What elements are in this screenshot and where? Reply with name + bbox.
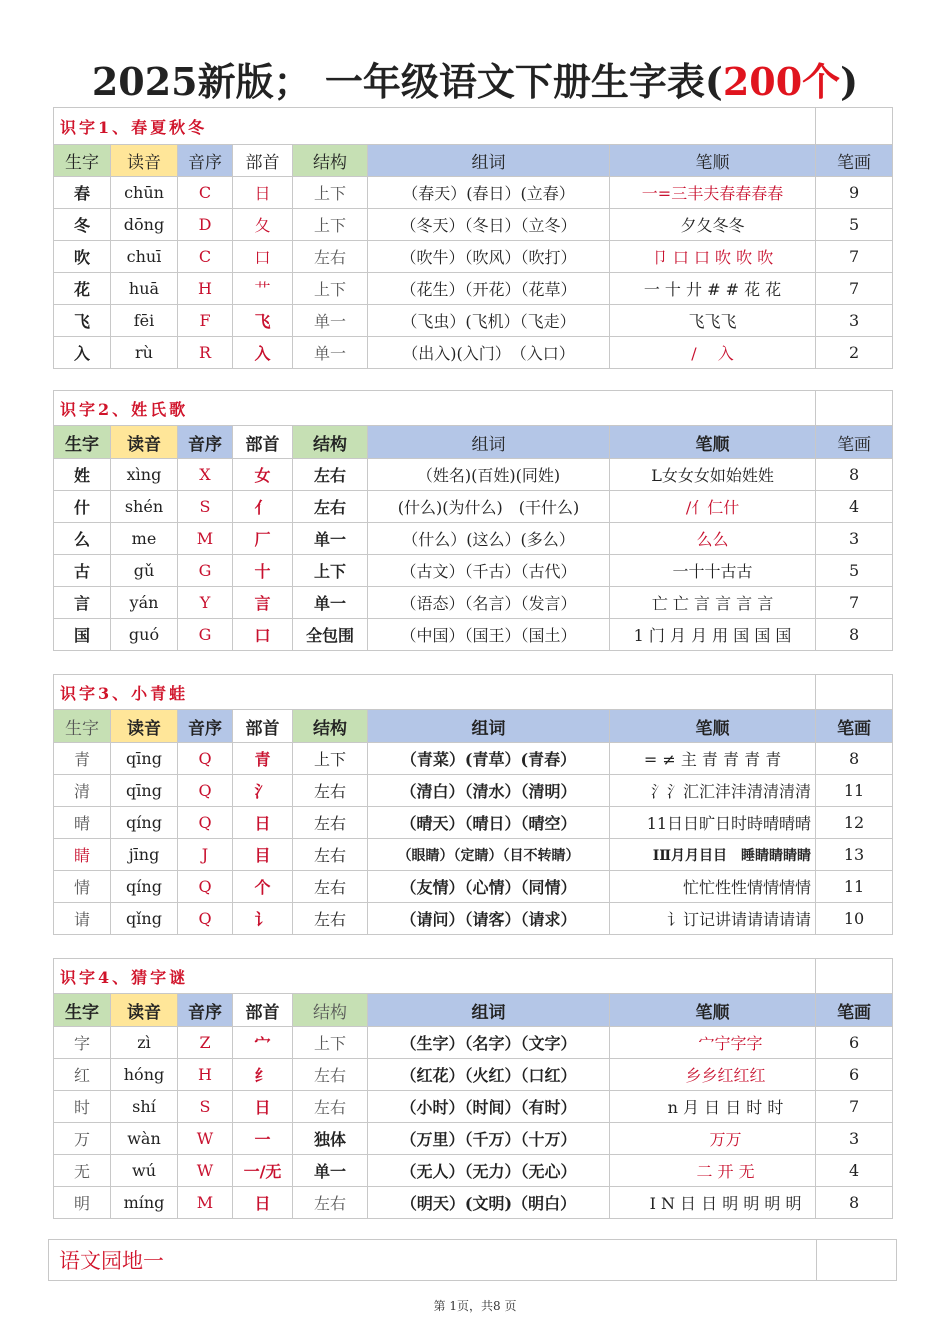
- table-cell: 飞: [54, 305, 111, 337]
- table-cell: qīng: [111, 775, 178, 807]
- table-cell: 7: [816, 273, 893, 305]
- table-cell: 5: [816, 209, 893, 241]
- table-cell: 单一: [293, 523, 368, 555]
- section-1: [53, 107, 892, 369]
- table-cell: qīng: [111, 743, 178, 775]
- table-cell: 花: [54, 273, 111, 305]
- table-cell: 晴: [54, 807, 111, 839]
- table-cell: 笔顺: [610, 994, 816, 1027]
- table-row: [54, 337, 893, 369]
- section-title: 识字4、猜字谜: [54, 959, 816, 994]
- table-cell: [816, 675, 893, 710]
- table-row: [54, 903, 893, 935]
- table-cell: 夕夂冬冬: [610, 209, 816, 241]
- table-cell: 4: [816, 491, 893, 523]
- table-cell: （请问）（请客）（请求）: [368, 903, 610, 935]
- table-cell: 一=三丰夫春春春春: [610, 177, 816, 209]
- table-cell: 左右: [293, 807, 368, 839]
- col-pinyin: 读音: [111, 145, 178, 177]
- table-cell: （吹牛）（吹风）（吹打）: [368, 241, 610, 273]
- table-cell: [817, 1240, 897, 1281]
- table-cell: S: [178, 491, 233, 523]
- table-cell: [816, 959, 893, 994]
- table-cell: 单一: [293, 305, 368, 337]
- table-row: [54, 1091, 893, 1123]
- table-cell: 纟: [233, 1059, 293, 1091]
- table-cell: 吹: [54, 241, 111, 273]
- table-cell: 独体: [293, 1123, 368, 1155]
- table-cell: 讠订记讲请请请请请: [610, 903, 816, 935]
- table-cell: H: [178, 1059, 233, 1091]
- table-cell: H: [178, 273, 233, 305]
- table-cell: 8: [816, 619, 893, 651]
- table-cell: Q: [178, 775, 233, 807]
- col-words: 组词: [368, 145, 610, 177]
- table-cell: （清白）（清水）（清明）: [368, 775, 610, 807]
- section-title: 识字2、姓氏歌: [54, 391, 816, 426]
- table-cell: 结构: [293, 710, 368, 743]
- table-cell: 笔画: [816, 994, 893, 1027]
- table-cell: 卩 口 口 吹 吹 吹: [610, 241, 816, 273]
- section-4: [53, 958, 892, 1219]
- table-cell: （生字）（名字）（文字）: [368, 1027, 610, 1059]
- table-cell: X: [178, 459, 233, 491]
- table-cell: 左右: [293, 903, 368, 935]
- table-row: [54, 555, 893, 587]
- table-cell: 青: [54, 743, 111, 775]
- section-garden: [48, 1239, 896, 1277]
- table-cell: 时: [54, 1091, 111, 1123]
- table-cell: 讠: [233, 903, 293, 935]
- table-cell: 13: [816, 839, 893, 871]
- table-cell: [816, 108, 893, 145]
- table-row: [54, 619, 893, 651]
- table-cell: hóng: [111, 1059, 178, 1091]
- table-cell: 1 门 月 月 用 国 国 国: [610, 619, 816, 651]
- table-cell: míng: [111, 1187, 178, 1219]
- table-cell: rù: [111, 337, 178, 369]
- page-title: 2025新版； 一年级语文下册生字表(200个): [91, 59, 859, 104]
- table-cell: 笔画: [816, 426, 893, 459]
- table-cell: / 入: [610, 337, 816, 369]
- table-cell: 11: [816, 871, 893, 903]
- table-row: [54, 459, 893, 491]
- table-cell: （什么）(这么）(多么）: [368, 523, 610, 555]
- table-cell: G: [178, 619, 233, 651]
- table-cell: 单一: [293, 1155, 368, 1187]
- table-cell: 8: [816, 1187, 893, 1219]
- table-cell: shén: [111, 491, 178, 523]
- table-cell: 字: [54, 1027, 111, 1059]
- table-cell: 上下: [293, 743, 368, 775]
- table-cell: wú: [111, 1155, 178, 1187]
- table-cell: 万: [54, 1123, 111, 1155]
- table-cell: C: [178, 177, 233, 209]
- table-cell: /亻仁什: [610, 491, 816, 523]
- table-cell: L女女女如始姓姓: [610, 459, 816, 491]
- table-cell: Z: [178, 1027, 233, 1059]
- table-cell: 笔顺: [610, 710, 816, 743]
- table-cell: 读音: [111, 710, 178, 743]
- table-cell: wàn: [111, 1123, 178, 1155]
- table-cell: 古: [54, 555, 111, 587]
- table-cell: Q: [178, 807, 233, 839]
- table-cell: Q: [178, 903, 233, 935]
- table-cell: qíng: [111, 807, 178, 839]
- section-2: [53, 390, 892, 651]
- table-cell: （红花）（火红）（口红）: [368, 1059, 610, 1091]
- table-cell: 11日日旷日时時晴晴晴: [610, 807, 816, 839]
- table-row: [54, 1123, 893, 1155]
- table-cell: 夂: [233, 209, 293, 241]
- table-cell: 8: [816, 743, 893, 775]
- table-cell: 上下: [293, 1027, 368, 1059]
- table-cell: 7: [816, 1091, 893, 1123]
- table-cell: 3: [816, 523, 893, 555]
- table-row: [54, 209, 893, 241]
- table-cell: （古文）（千古）（古代）: [368, 555, 610, 587]
- table-header: [54, 426, 893, 459]
- table-cell: 单一: [293, 587, 368, 619]
- table-cell: 组词: [368, 994, 610, 1027]
- table-cell: = ≠ 主 青 青 青 青: [610, 743, 816, 775]
- table-row: [54, 743, 893, 775]
- table-row: [54, 491, 893, 523]
- table-cell: 宀宁字字: [610, 1027, 816, 1059]
- table-cell: 一: [233, 1123, 293, 1155]
- table-cell: 春: [54, 177, 111, 209]
- table-cell: fēi: [111, 305, 178, 337]
- table-cell: 8: [816, 459, 893, 491]
- table-cell: G: [178, 555, 233, 587]
- table-cell: 飞飞飞: [610, 305, 816, 337]
- table-cell: 日: [233, 1091, 293, 1123]
- table-cell: 生字: [54, 710, 111, 743]
- col-strokes: 笔顺: [610, 145, 816, 177]
- table-cell: 一十十古古: [610, 555, 816, 587]
- table-cell: 左右: [293, 1091, 368, 1123]
- table-cell: yán: [111, 587, 178, 619]
- table-cell: 左右: [293, 775, 368, 807]
- table-cell: C: [178, 241, 233, 273]
- table-cell: 5: [816, 555, 893, 587]
- table-cell: 11: [816, 775, 893, 807]
- table-cell: 红: [54, 1059, 111, 1091]
- table-cell: 日: [233, 177, 293, 209]
- table-cell: 亡 亡 言 言 言 言: [610, 587, 816, 619]
- table-cell: qíng: [111, 871, 178, 903]
- table-cell: 单一: [293, 337, 368, 369]
- table-row: [54, 871, 893, 903]
- table-cell: 国: [54, 619, 111, 651]
- table-cell: 音序: [178, 994, 233, 1027]
- table-cell: 上下: [293, 177, 368, 209]
- table-cell: 7: [816, 241, 893, 273]
- col-seq: 音序: [178, 145, 233, 177]
- table-cell: 氵: [233, 775, 293, 807]
- table-cell: （花生）（开花）（花草）: [368, 273, 610, 305]
- table-cell: 清: [54, 775, 111, 807]
- table-cell: 口: [233, 619, 293, 651]
- table-cell: 7: [816, 587, 893, 619]
- table-cell: 么: [54, 523, 111, 555]
- table-cell: 二 开 无: [610, 1155, 816, 1187]
- table-row: [54, 587, 893, 619]
- table-cell: （晴天）（晴日）（晴空）: [368, 807, 610, 839]
- table-cell: 4: [816, 1155, 893, 1187]
- table-cell: 结构: [293, 426, 368, 459]
- table-cell: [816, 391, 893, 426]
- col-radical: 部首: [233, 145, 293, 177]
- table-cell: J: [178, 839, 233, 871]
- table-cell: me: [111, 523, 178, 555]
- table-cell: 姓: [54, 459, 111, 491]
- table-cell: 笔顺: [610, 426, 816, 459]
- table-cell: D: [178, 209, 233, 241]
- table-cell: 3: [816, 305, 893, 337]
- table-cell: 艹: [233, 273, 293, 305]
- table-cell: Q: [178, 743, 233, 775]
- table-cell: dōng: [111, 209, 178, 241]
- table-cell: 么么: [610, 523, 816, 555]
- table-cell: （语态）（名言）（发言）: [368, 587, 610, 619]
- table-cell: 读音: [111, 426, 178, 459]
- table-cell: （万里）（千万）（十万）: [368, 1123, 610, 1155]
- table-cell: n 月 日 日 时 时: [610, 1091, 816, 1123]
- table-cell: R: [178, 337, 233, 369]
- table-cell: 飞: [233, 305, 293, 337]
- table-cell: guó: [111, 619, 178, 651]
- table-cell: 入: [54, 337, 111, 369]
- page-footer: 第 1页，共8 页: [433, 1299, 517, 1313]
- table-cell: 口: [233, 241, 293, 273]
- table-cell: zì: [111, 1027, 178, 1059]
- table-cell: 上下: [293, 555, 368, 587]
- table-cell: 日: [233, 807, 293, 839]
- table-cell: 十: [233, 555, 293, 587]
- table-cell: 冬: [54, 209, 111, 241]
- table-cell: （青菜）(青草）(青春）: [368, 743, 610, 775]
- table-cell: （春天）(春日）(立春）: [368, 177, 610, 209]
- table-row: [54, 1059, 893, 1091]
- section-3: [53, 674, 892, 935]
- table-cell: 女: [233, 459, 293, 491]
- table-cell: Q: [178, 871, 233, 903]
- table-cell: 氵氵汇汇沣沣清清清清: [610, 775, 816, 807]
- table-header: [54, 710, 893, 743]
- table-cell: （眼睛）（定睛）（目不转睛）: [368, 839, 610, 871]
- table-cell: 亻: [233, 491, 293, 523]
- table-cell: W: [178, 1123, 233, 1155]
- table-cell: 3: [816, 1123, 893, 1155]
- table-cell: 2: [816, 337, 893, 369]
- table-cell: 日: [233, 1187, 293, 1219]
- garden-title: 语文园地一: [49, 1240, 817, 1281]
- title-count: 200个: [722, 59, 841, 104]
- table-cell: （明天）(文明)（明白）: [368, 1187, 610, 1219]
- table-row: [54, 839, 893, 871]
- table-row: [54, 177, 893, 209]
- table-cell: 忙忙性性情情情情: [610, 871, 816, 903]
- table-cell: 6: [816, 1059, 893, 1091]
- table-cell: chūn: [111, 177, 178, 209]
- table-cell: 睛: [54, 839, 111, 871]
- table-cell: （中国）（国王）（国土）: [368, 619, 610, 651]
- table-cell: 左右: [293, 1059, 368, 1091]
- table-cell: 一 十 廾 # # 花 花: [610, 273, 816, 305]
- table-cell: 读音: [111, 994, 178, 1027]
- table-cell: 笔画: [816, 710, 893, 743]
- table-cell: 入: [233, 337, 293, 369]
- table-cell: 6: [816, 1027, 893, 1059]
- table-cell: Y: [178, 587, 233, 619]
- table-cell: IⅡ月月目目 睡睛睛睛睛: [610, 839, 816, 871]
- table-cell: 结构: [293, 994, 368, 1027]
- table-cell: jīng: [111, 839, 178, 871]
- table-row: [54, 807, 893, 839]
- table-cell: xìng: [111, 459, 178, 491]
- table-cell: 左右: [293, 241, 368, 273]
- table-cell: S: [178, 1091, 233, 1123]
- table-cell: 组词: [368, 426, 610, 459]
- table-cell: 部首: [233, 426, 293, 459]
- table-cell: 12: [816, 807, 893, 839]
- table-cell: 宀: [233, 1027, 293, 1059]
- col-count: 笔画: [816, 145, 893, 177]
- table-cell: huā: [111, 273, 178, 305]
- table-cell: 万万: [610, 1123, 816, 1155]
- table-cell: 上下: [293, 209, 368, 241]
- table-cell: gǔ: [111, 555, 178, 587]
- table-cell: 左右: [293, 459, 368, 491]
- table-cell: 厂: [233, 523, 293, 555]
- section-title: 识字3、小青蛙: [54, 675, 816, 710]
- table-row: [54, 523, 893, 555]
- table-header: [54, 994, 893, 1027]
- table-cell: 生字: [54, 994, 111, 1027]
- table-row: [54, 273, 893, 305]
- table-row: [54, 305, 893, 337]
- table-cell: M: [178, 523, 233, 555]
- table-cell: 请: [54, 903, 111, 935]
- table-cell: （小时）（时间）（有时）: [368, 1091, 610, 1123]
- table-cell: 左右: [293, 871, 368, 903]
- table-row: [54, 241, 893, 273]
- table-cell: W: [178, 1155, 233, 1187]
- table-cell: 情: [54, 871, 111, 903]
- table-cell: 左右: [293, 839, 368, 871]
- table-cell: 左右: [293, 491, 368, 523]
- table-cell: qǐng: [111, 903, 178, 935]
- table-cell: 部首: [233, 994, 293, 1027]
- section-title: 识字1、春夏秋冬: [54, 108, 816, 145]
- table-cell: （无人）（无力）（无心）: [368, 1155, 610, 1187]
- table-cell: 全包围: [293, 619, 368, 651]
- table-cell: 什: [54, 491, 111, 523]
- table-cell: 言: [54, 587, 111, 619]
- table-cell: shí: [111, 1091, 178, 1123]
- table-cell: 一/无: [233, 1155, 293, 1187]
- table-row: [54, 1027, 893, 1059]
- col-char: 生字: [54, 145, 111, 177]
- table-cell: F: [178, 305, 233, 337]
- table-cell: 个: [233, 871, 293, 903]
- table-cell: 音序: [178, 710, 233, 743]
- table-cell: M: [178, 1187, 233, 1219]
- table-cell: 青: [233, 743, 293, 775]
- table-row: [54, 1155, 893, 1187]
- table-cell: 部首: [233, 710, 293, 743]
- table-cell: （友情）（心情）（同情）: [368, 871, 610, 903]
- table-row: [54, 1187, 893, 1219]
- table-cell: 10: [816, 903, 893, 935]
- table-cell: （姓名)(百姓)(同姓): [368, 459, 610, 491]
- table-cell: 明: [54, 1187, 111, 1219]
- table-cell: 9: [816, 177, 893, 209]
- table-cell: 音序: [178, 426, 233, 459]
- table-cell: I N 日 日 明 明 明 明: [610, 1187, 816, 1219]
- table-cell: （飞虫）(飞机）（飞走）: [368, 305, 610, 337]
- table-cell: 言: [233, 587, 293, 619]
- table-cell: 上下: [293, 273, 368, 305]
- table-cell: （出入)(入门） （入口）: [368, 337, 610, 369]
- table-cell: 乡乡红红红: [610, 1059, 816, 1091]
- table-header: [54, 145, 893, 177]
- table-cell: 目: [233, 839, 293, 871]
- table-row: [54, 775, 893, 807]
- table-cell: 生字: [54, 426, 111, 459]
- table-cell: 组词: [368, 710, 610, 743]
- table-cell: chuī: [111, 241, 178, 273]
- table-cell: 无: [54, 1155, 111, 1187]
- col-structure: 结构: [293, 145, 368, 177]
- table-cell: 左右: [293, 1187, 368, 1219]
- table-cell: （冬天）（冬日）（立冬）: [368, 209, 610, 241]
- table-cell: (什么)(为什么) (干什么): [368, 491, 610, 523]
